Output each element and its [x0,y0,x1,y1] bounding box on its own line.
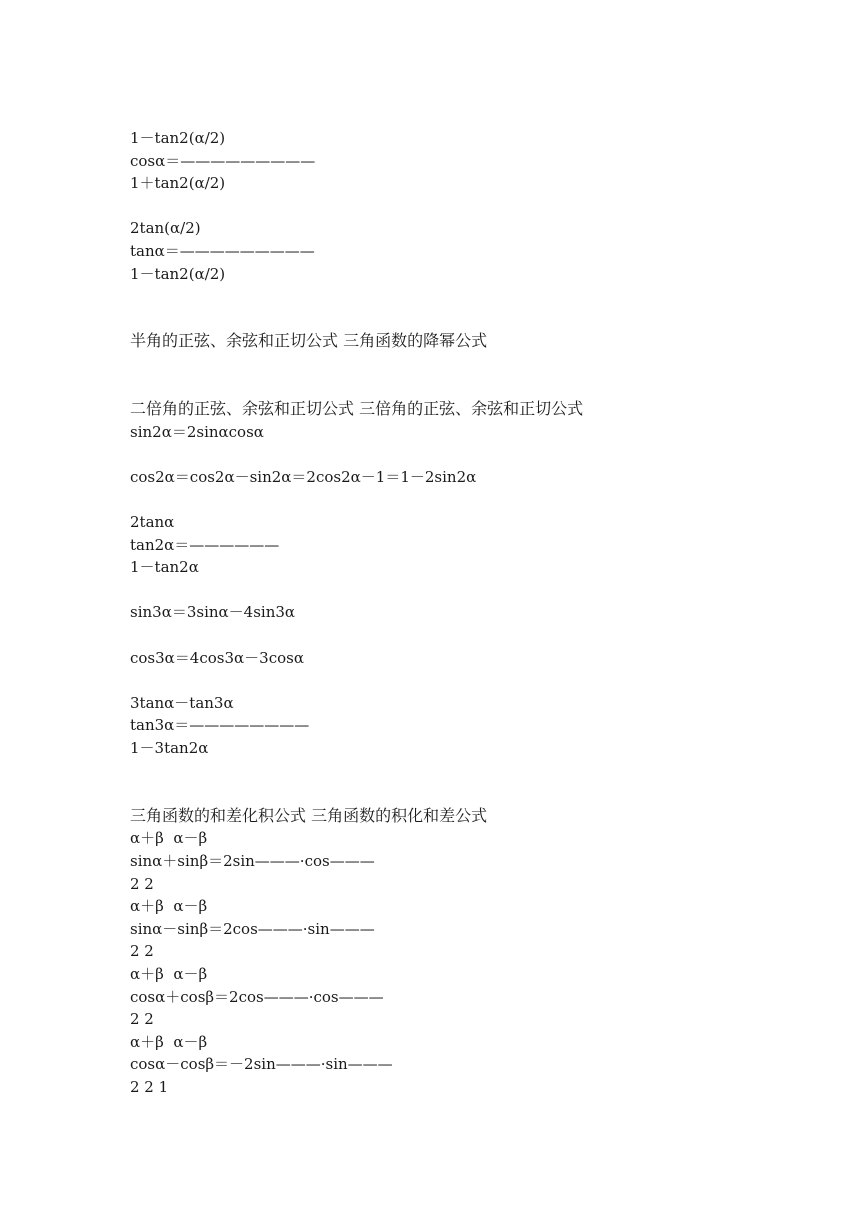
section-heading: 三角函数的和差化积公式 三角函数的积化和差公式 [130,805,488,825]
formula-line: α＋β α－β [130,829,208,848]
blank-line [130,782,830,805]
formula-line: sinα－sinβ＝2cos———·sin——— [130,919,375,938]
formula-line: cos3α＝4cos3α－3cosα [130,648,304,667]
formula-line: cos2α＝cos2α－sin2α＝2cos2α－1＝1－2sin2α [130,467,477,486]
formula-line: sin2α＝2sinαcosα [130,422,264,441]
section-heading: 二倍角的正弦、余弦和正切公式 三倍角的正弦、余弦和正切公式 [130,399,584,419]
formula-line: cosα＋cosβ＝2cos———·cos——— [130,987,384,1006]
formula-line: α＋β α－β [130,964,208,983]
formula-line: tan2α＝—————— [130,535,280,554]
formula-line: α＋β α－β [130,897,208,916]
formula-line: 1＋tan2(α/2) [130,174,226,193]
formula-line: cosα＝————————— [130,151,316,170]
formula-line: 1－tan2(α/2) [130,129,226,147]
formula-line: 2 2 1 [130,1077,169,1096]
formula-line: 1－tan2α [130,558,199,577]
formula-line: 2 2 [130,1010,154,1029]
formula-line: 1－3tan2α [130,739,209,758]
blank-line [130,285,830,308]
formula-line: sin3α＝3sinα－4sin3α [130,603,296,622]
blank-line [130,669,830,692]
formula-line: 3tanα－tan3α [130,693,234,712]
formula-line: 2 2 [130,874,154,893]
blank-line [130,624,830,647]
section-heading: 半角的正弦、余弦和正切公式 三角函数的降幂公式 [130,331,488,351]
formula-line: cosα－cosβ＝－2sin———·sin——— [130,1055,393,1074]
formula-line: sinα＋sinβ＝2sin———·cos——— [130,852,375,870]
blank-line [130,308,830,331]
formula-line: 2 2 [130,942,154,961]
document-page [130,127,830,1099]
formula-line: 1－tan2(α/2) [130,264,226,283]
blank-line [130,489,830,512]
blank-line [130,443,830,466]
blank-line [130,579,830,602]
formula-line: α＋β α－β [130,1032,208,1051]
formula-line: 2tan(α/2) [130,219,201,238]
formula-line: 2tanα [130,513,175,532]
blank-line [130,376,830,399]
blank-line [130,353,830,376]
formula-line: tanα＝————————— [130,241,315,260]
blank-line [130,760,830,783]
blank-line [130,195,830,218]
formula-line: tan3α＝———————— [130,716,310,735]
